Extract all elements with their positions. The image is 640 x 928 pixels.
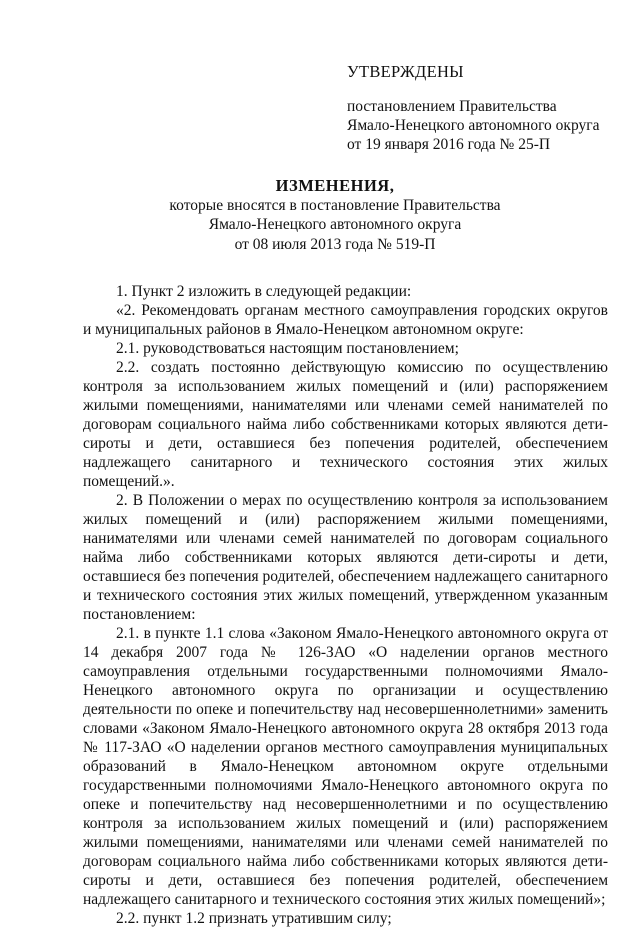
heading-line-2: Ямало-Ненецкого автономного округа xyxy=(208,216,462,233)
approval-line-2: Ямало-Ненецкого автономного округа xyxy=(347,117,600,134)
heading-line-1: которые вносятся в постановление Правительства xyxy=(169,196,501,214)
document-body xyxy=(83,282,608,928)
approval-block xyxy=(347,62,617,154)
paragraph-1: 1. Пункт 2 изложить в следующей редакции: xyxy=(116,283,412,300)
approval-line-1: постановлением Правительства xyxy=(347,98,557,115)
document-heading xyxy=(80,176,590,254)
paragraph-3: 2.1. руководствоваться настоящим постановлением; xyxy=(116,340,459,357)
paragraph-5: 2. В Положении о мерах по осуществлению контроля за использованием жилых помещений и (или) распоряжением жилыми помещениями, нанимателями или членами семей нанимателей по договорам социального найма либо собственниками которых являются дети-сироты и дети, оставшиеся без попечения родителей, обеспечением надлежащего санитарного и технического состояния этих жилых помещений, утвержденном указанным постановлением: xyxy=(83,492,608,623)
approval-title: УТВЕРЖДЕНЫ xyxy=(347,62,464,81)
paragraph-7: 2.2. пункт 1.2 признать утратившим силу; xyxy=(116,910,392,927)
heading-line-3: от 08 июля 2013 года № 519-П xyxy=(234,235,436,253)
document-title: ИЗМЕНЕНИЯ, xyxy=(275,176,395,195)
approval-line-3: от 19 января 2016 года № 25-П xyxy=(347,136,551,153)
paragraph-4: 2.2. создать постоянно действующую комиссию по осуществлению контроля за использованием жилых помещений и (или) распоряжением жилыми помещениями, нанимателями или членами семей нанимателей по договорам социального найма либо собственниками которых являются дети-сироты и дети, оставшиеся без попечения родителей, обеспечением надлежащего санитарного и технического состояния этих жилых помещений.». xyxy=(83,359,608,490)
paragraph-2: «2. Рекомендовать органам местного самоуправления городских округов и муниципальных районов в Ямало-Ненецком автономном округе: xyxy=(83,302,608,338)
paragraph-6: 2.1. в пункте 1.1 слова «Законом Ямало-Ненецкого автономного округа от 14 декабря 2007 года № 126-ЗАО «О наделении органов местного самоуправления отдельными государственными полномочиями Ямало-Ненецкого автономного округа по организации и осуществлению деятельности по опеке и попечительству над несовершеннолетними» заменить словами «Законом Ямало-Ненецкого автономного округа 28 октября 2013 года № 117-ЗАО «О наделении органов местного самоуправления муниципальных образований в Ямало-Ненецком автономном округе отдельными государственными полномочиями Ямало-Ненецкого автономного округа по опеке и попечительству над несовершеннолетними и по осуществлению контроля за использованием жилых помещений и (или) распоряжением жилыми помещениями, нанимателями или членами семей нанимателей по договорам социального найма либо собственниками которых являются дети-сироты и дети, оставшиеся без попечения родителей, обеспечением надлежащего санитарного и технического состояния этих жилых помещений»; xyxy=(83,625,608,908)
